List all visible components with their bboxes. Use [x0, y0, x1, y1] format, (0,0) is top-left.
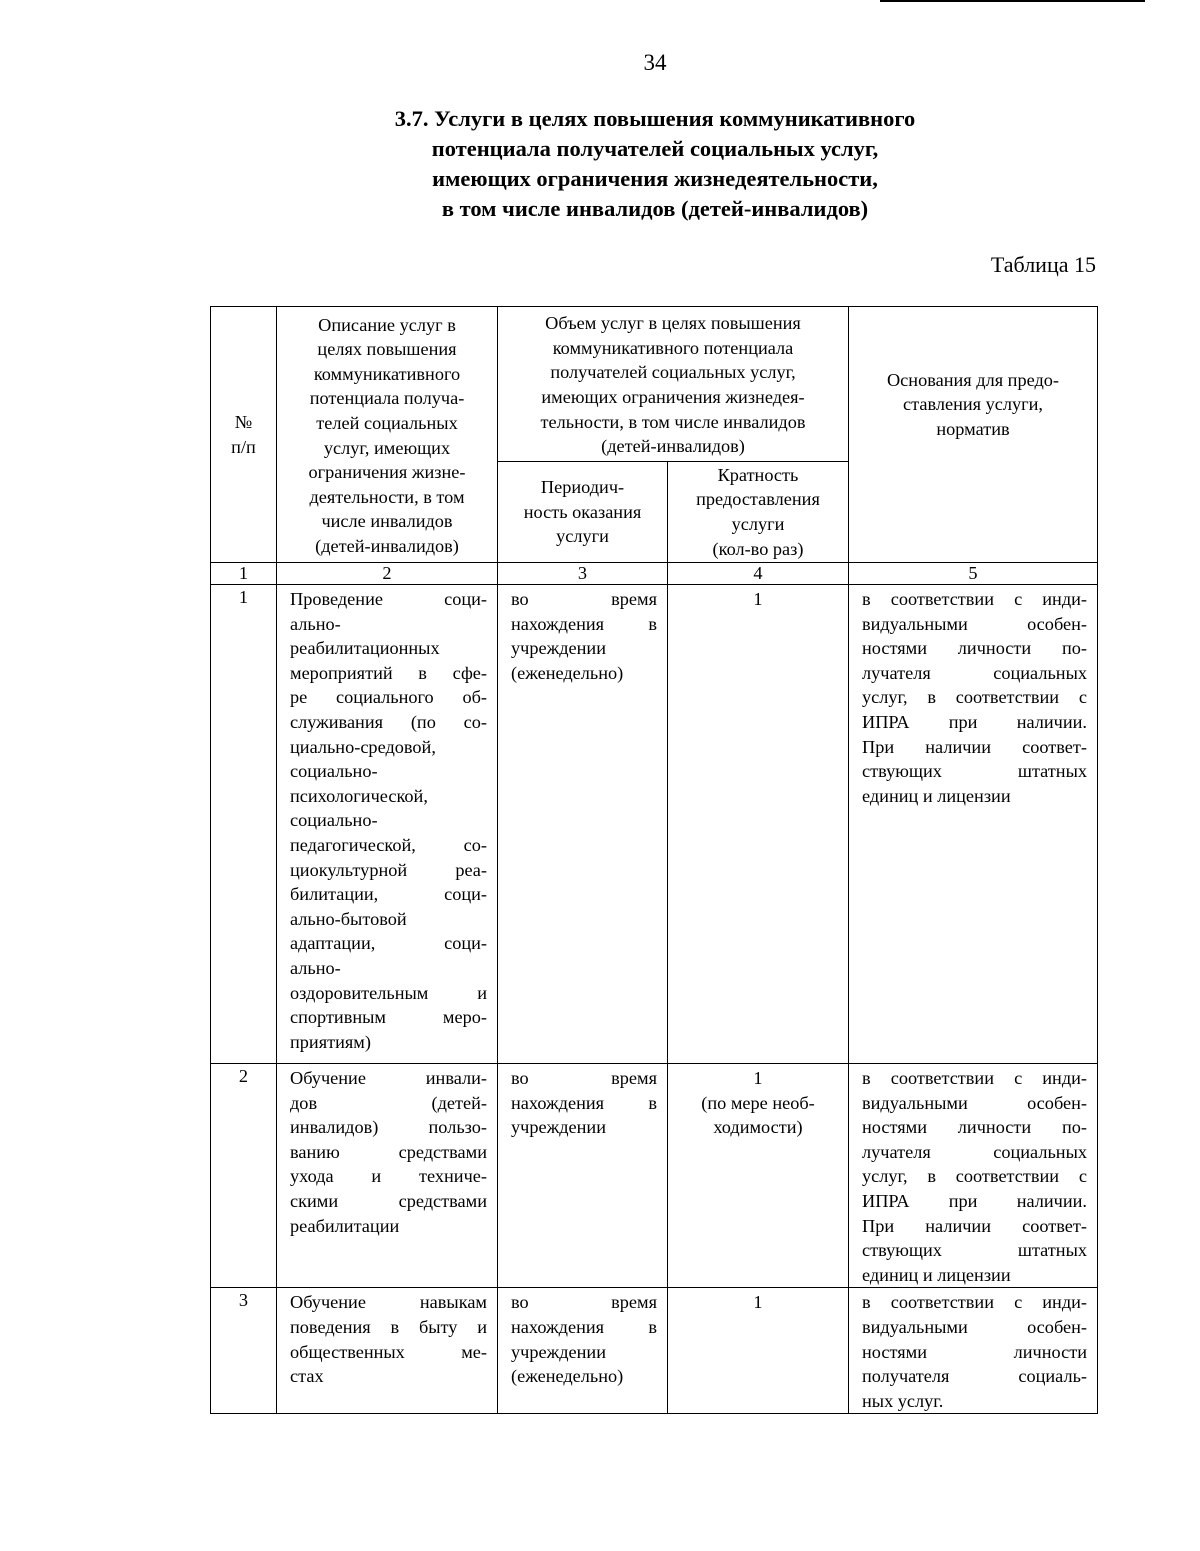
cell-line: (еженедельно) — [511, 1366, 624, 1387]
cell-line: № — [234, 411, 253, 432]
cell-line: циокультурной реа- — [290, 859, 487, 880]
table-row — [211, 1288, 1098, 1414]
column-number: 3 — [498, 563, 668, 585]
cell-line: общественных ме- — [290, 1341, 487, 1362]
cell-line: реабилитации — [290, 1215, 400, 1236]
cell-line: Проведение соци- — [290, 589, 487, 609]
service-multiplicity — [668, 1288, 849, 1414]
column-number: 1 — [211, 563, 277, 585]
cell-line: Кратность — [717, 464, 799, 485]
cell-line: ИПРА при наличии. — [862, 711, 1087, 732]
table-label: Таблица 15 — [990, 252, 1096, 277]
cell-line: адаптации, соци- — [290, 933, 487, 954]
cell-line: нахождения в — [511, 613, 657, 634]
cell-line: (детей-инвалидов) — [601, 436, 745, 457]
cell-line: ально-бытовой — [290, 908, 407, 929]
cell-line: Основания для предо- — [886, 369, 1060, 390]
cell-line: ностями личности — [862, 1341, 1087, 1362]
cell-line: (кол-во раз) — [712, 538, 804, 559]
cell-line: ре социального об- — [290, 687, 487, 708]
cell-line: целях повышения — [317, 339, 457, 360]
cell-line: телей социальных — [316, 412, 458, 433]
cell-line: услуги — [731, 514, 785, 534]
service-multiplicity — [668, 585, 849, 1064]
service-periodicity — [498, 1288, 668, 1414]
table-row — [211, 1064, 1098, 1288]
header-row — [211, 307, 1098, 462]
cell-line: ностями личности по- — [862, 1117, 1087, 1138]
cell-line: дов (детей- — [290, 1092, 487, 1113]
cell-line: спортивным меро- — [290, 1007, 487, 1028]
cell-line: во время — [511, 1292, 657, 1313]
cell-line: ванию средствами — [290, 1141, 487, 1162]
cell-line: (еженедельно) — [511, 662, 624, 683]
title-line: потенциала получателей социальных услуг, — [431, 136, 879, 161]
cell-line: скими средствами — [290, 1190, 487, 1211]
cell-line: услуг, в соответствии с — [862, 687, 1087, 708]
column-number: 2 — [277, 563, 498, 585]
cell-line: ных услуг. — [862, 1390, 944, 1411]
cell-line: Обучение навыкам — [290, 1292, 487, 1313]
row-number: 3 — [211, 1288, 277, 1414]
title-line: имеющих ограничения жизнедеятельности, — [432, 166, 878, 191]
title-line: в том числе инвалидов (детей-инвалидов) — [441, 196, 869, 221]
cell-line: ставления услуги, — [903, 394, 1043, 415]
header-cell-basis — [849, 307, 1098, 563]
cell-line: приятиям) — [290, 1031, 371, 1052]
cell-line: во время — [511, 1068, 657, 1088]
cell-line: услуги — [556, 526, 609, 547]
column-number: 4 — [668, 563, 849, 585]
cell-line: Описание услуг в — [318, 314, 456, 335]
cell-line: реабилитационных — [290, 638, 440, 659]
service-basis — [849, 1064, 1098, 1288]
cell-line: стах — [290, 1366, 324, 1387]
service-description — [277, 585, 498, 1064]
cell-line: во время — [511, 589, 657, 609]
cell-line: циально-средовой, — [290, 736, 436, 757]
cell-line: мероприятий в сфе- — [290, 662, 487, 683]
service-periodicity — [498, 585, 668, 1064]
cell-line: единиц и лицензии — [862, 785, 1011, 806]
cell-line: ствующих штатных — [862, 1240, 1087, 1261]
cell-line: социально- — [290, 810, 378, 831]
cell-line: учреждении — [511, 1341, 606, 1362]
service-basis — [849, 585, 1098, 1064]
top-rule — [880, 0, 1145, 2]
services-table — [210, 306, 1098, 1414]
column-number: 5 — [849, 563, 1098, 585]
cell-line: коммуникативного потенциала — [552, 337, 794, 358]
cell-line: социально- — [290, 761, 378, 782]
section-title — [300, 104, 1010, 224]
cell-line: ностями личности по- — [862, 638, 1087, 659]
cell-line: п/п — [231, 436, 256, 457]
header-cell-periodicity — [498, 462, 668, 563]
header-cell-volume-group — [498, 307, 849, 462]
row-number: 1 — [211, 585, 277, 1064]
cell-line: имеющих ограничения жизнедея- — [541, 387, 805, 407]
cell-line: поведения в быту и — [290, 1316, 487, 1337]
cell-line: учреждении — [511, 1117, 606, 1138]
cell-line: видуальными особен- — [862, 1316, 1087, 1337]
service-multiplicity — [668, 1064, 849, 1288]
cell-line: билитации, соци- — [290, 884, 487, 905]
cell-line: потенциала получа- — [309, 388, 465, 409]
cell-line: коммуникативного — [313, 363, 461, 384]
table-row — [211, 585, 1098, 1064]
header-cell-multiplicity — [668, 462, 849, 563]
service-periodicity — [498, 1064, 668, 1288]
cell-line: в соответствии с инди- — [862, 589, 1087, 609]
cell-line: числе инвалидов — [321, 511, 453, 532]
cell-line: услуг, в соответствии с — [862, 1166, 1087, 1187]
cell-line: получателя социаль- — [862, 1366, 1087, 1387]
cell-line: (по мере необ- — [701, 1092, 815, 1113]
cell-line: предоставления — [696, 489, 820, 510]
cell-line: видуальными особен- — [862, 613, 1087, 634]
cell-line: нахождения в — [511, 1316, 657, 1337]
cell-line: норматив — [936, 418, 1010, 439]
cell-line: ально- — [290, 957, 341, 978]
cell-line: ИПРА при наличии. — [862, 1190, 1087, 1211]
cell-line: психологической, — [290, 785, 428, 806]
cell-line: 1 — [753, 1068, 763, 1088]
cell-line: учреждении — [511, 638, 606, 659]
cell-line: ность оказания — [523, 501, 642, 522]
cell-line: ограничения жизне- — [308, 462, 466, 483]
cell-line: видуальными особен- — [862, 1092, 1087, 1113]
cell-line: инвалидов) пользо- — [290, 1117, 487, 1138]
title-line: 3.7. Услуги в целях повышения коммуникативного — [394, 106, 916, 131]
column-number-row — [211, 563, 1098, 585]
cell-line: ствующих штатных — [862, 761, 1087, 782]
service-description — [277, 1064, 498, 1288]
cell-line: в соответствии с инди- — [862, 1068, 1087, 1088]
cell-line: получателей социальных услуг, — [550, 362, 796, 383]
cell-line: ально- — [290, 613, 341, 634]
cell-line: лучателя социальных — [862, 662, 1087, 683]
cell-line: нахождения в — [511, 1092, 657, 1113]
page-number: 34 — [643, 50, 667, 75]
cell-line: услуг, имеющих — [323, 437, 451, 458]
cell-line: ухода и техниче- — [290, 1166, 487, 1187]
cell-line: Объем услуг в целях повышения — [545, 313, 801, 334]
row-number: 2 — [211, 1064, 277, 1288]
cell-line: единиц и лицензии — [862, 1264, 1011, 1285]
cell-line: Периодич- — [540, 477, 625, 498]
cell-line: служивания (по со- — [290, 711, 487, 732]
cell-line: (детей-инвалидов) — [315, 535, 459, 556]
cell-line: 1 — [753, 1292, 763, 1313]
cell-line: При наличии соответ- — [862, 1215, 1087, 1236]
cell-line: 1 — [753, 589, 763, 609]
cell-line: ходимости) — [713, 1117, 803, 1138]
header-cell-description — [277, 307, 498, 563]
cell-line: При наличии соответ- — [862, 736, 1087, 757]
cell-line: Обучение инвали- — [290, 1068, 487, 1088]
cell-line: оздоровительным и — [290, 982, 487, 1003]
header-cell-num — [211, 307, 277, 563]
service-basis — [849, 1288, 1098, 1414]
cell-line: в соответствии с инди- — [862, 1292, 1087, 1313]
cell-line: деятельности, в том — [309, 486, 465, 507]
service-description — [277, 1288, 498, 1414]
cell-line: педагогической, со- — [290, 834, 487, 855]
cell-line: тельности, в том числе инвалидов — [540, 411, 806, 432]
cell-line: лучателя социальных — [862, 1141, 1087, 1162]
